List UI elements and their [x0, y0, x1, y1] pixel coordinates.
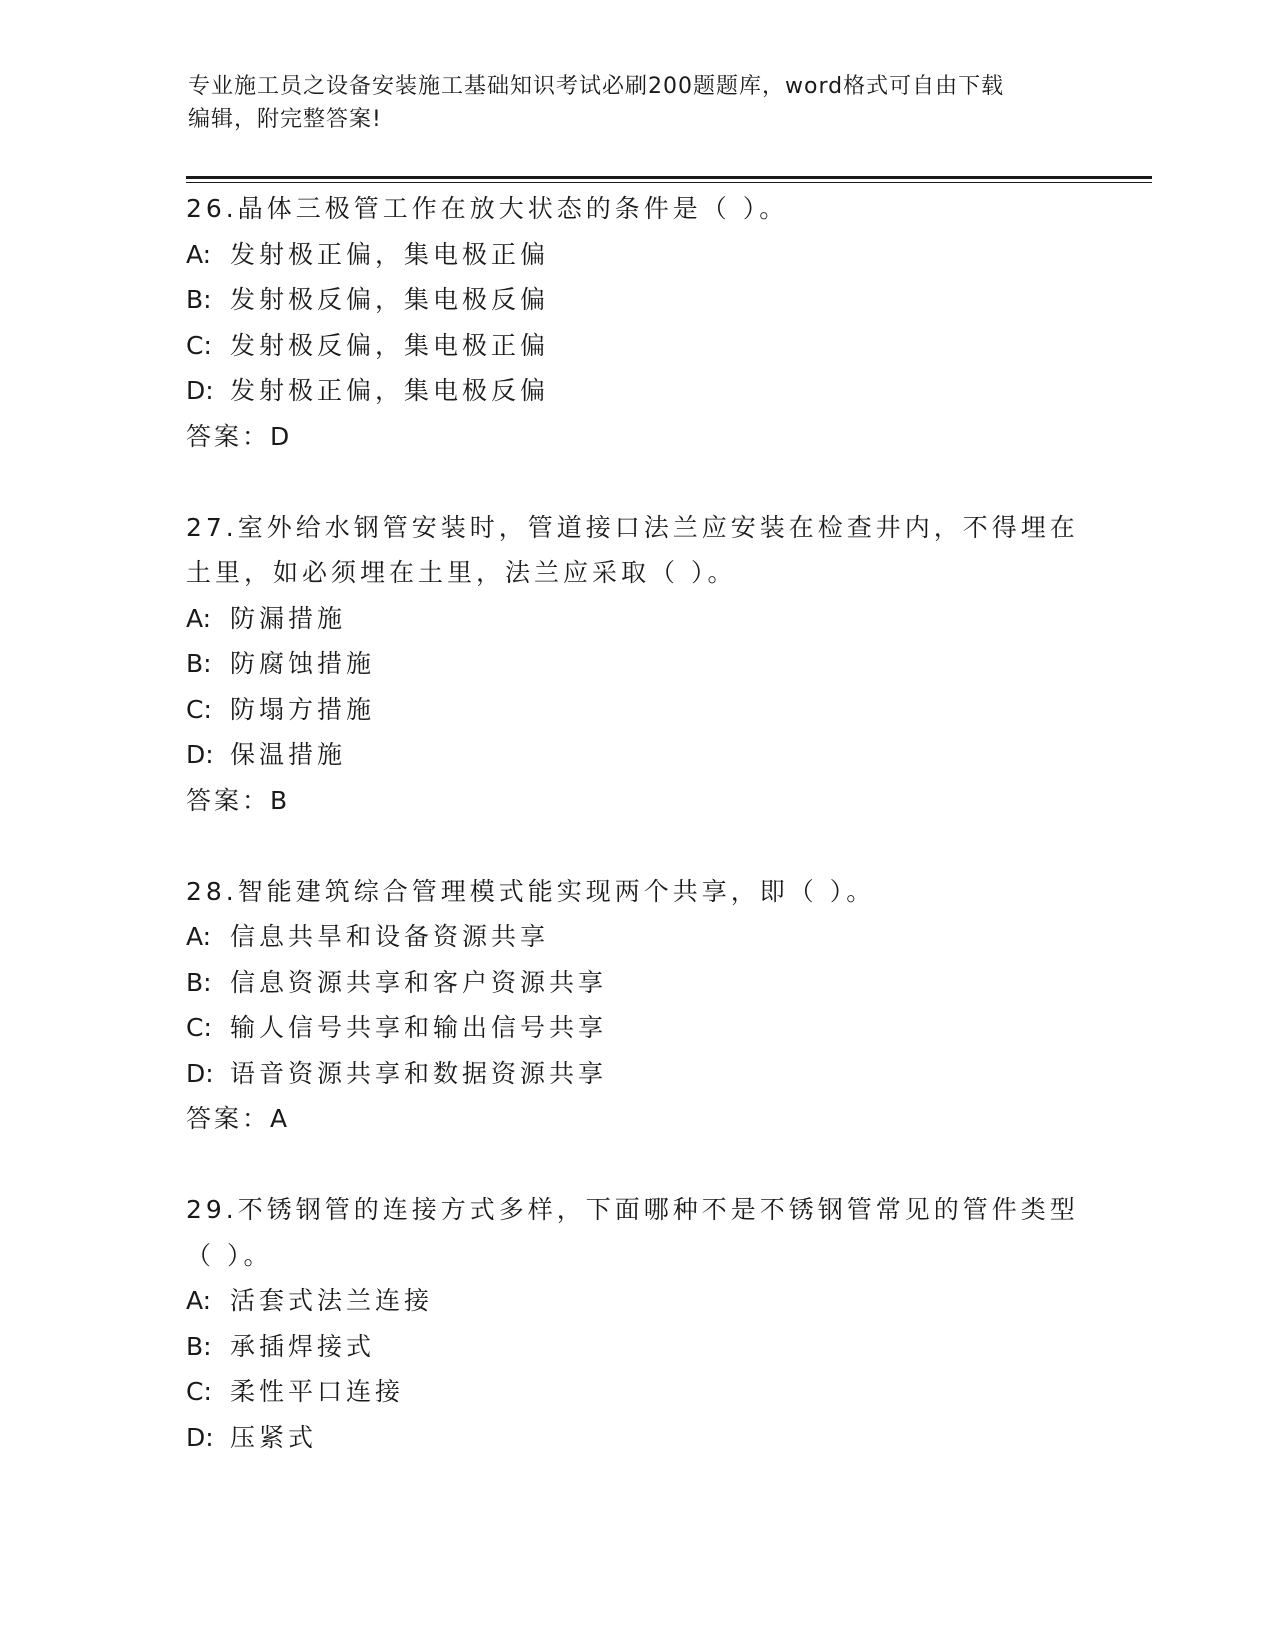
question-29	[186, 1187, 1086, 1460]
option-text: 防腐蚀措施	[230, 649, 376, 678]
question-text: 29.不锈钢管的连接方式多样，下面哪种不是不锈钢管常见的管件类型（ ）。	[186, 1195, 1079, 1270]
option-key: C:	[186, 1013, 212, 1042]
option-text: 发射极正偏，集电极反偏	[230, 376, 550, 405]
option-a	[186, 232, 1086, 278]
answer-label: 答案：	[186, 1104, 271, 1133]
option-key: C:	[186, 1377, 212, 1406]
option-text: 防漏措施	[230, 603, 347, 633]
option-d	[186, 368, 1086, 414]
option-b	[186, 277, 1086, 323]
question-text: 26.晶体三极管工作在放大状态的条件是（ ）。	[186, 194, 789, 223]
option-c	[186, 323, 1086, 369]
option-key: D:	[186, 376, 214, 405]
option-text: 活套式法兰连接	[230, 1286, 434, 1315]
option-c	[186, 687, 1086, 733]
question-text: 28.智能建筑综合管理模式能实现两个共享，即（ ）。	[186, 876, 876, 906]
option-text: 柔性平口连接	[230, 1377, 405, 1406]
option-b	[186, 641, 1086, 687]
answer-value: B	[270, 785, 289, 815]
option-text: 输人信号共享和输出信号共享	[230, 1013, 608, 1042]
answer-label: 答案：	[186, 421, 271, 451]
answer-line	[186, 414, 1086, 460]
answer-value: D	[270, 421, 291, 451]
option-text: 发射极反偏，集电极正偏	[230, 330, 550, 360]
answer-label: 答案：	[186, 785, 271, 815]
document-header	[188, 70, 1088, 136]
option-text: 信息共旱和设备资源共享	[230, 922, 550, 951]
header-title-line-1: 专业施工员之设备安装施工基础知识考试必刷200题题库，word格式可自由下载	[188, 74, 1005, 99]
option-d	[186, 732, 1086, 778]
header-title-line-2: 编辑，附完整答案!	[188, 107, 382, 132]
option-a	[186, 596, 1086, 642]
option-text: 发射极反偏，集电极反偏	[230, 285, 550, 314]
option-d	[186, 1415, 1086, 1461]
option-text: 承插焊接式	[230, 1331, 376, 1361]
option-b	[186, 960, 1086, 1006]
option-text: 压紧式	[230, 1422, 318, 1452]
option-d	[186, 1051, 1086, 1097]
answer-line	[186, 1096, 1086, 1142]
option-text: 信息资源共享和客户资源共享	[230, 967, 608, 997]
option-key: B:	[186, 649, 212, 678]
option-text: 发射极正偏，集电极正偏	[230, 239, 550, 269]
option-c	[186, 1005, 1086, 1051]
option-text: 语音资源共享和数据资源共享	[230, 1058, 608, 1088]
answer-line	[186, 778, 1086, 824]
option-a	[186, 914, 1086, 960]
option-key: A:	[186, 239, 212, 269]
option-b	[186, 1324, 1086, 1370]
header-divider-thick	[186, 176, 1152, 179]
option-key: D:	[186, 1422, 214, 1452]
question-list	[186, 186, 1086, 1460]
option-key: A:	[186, 1286, 212, 1315]
option-key: B:	[186, 1331, 212, 1361]
option-c	[186, 1369, 1086, 1415]
option-key: B:	[186, 285, 212, 314]
option-text: 保温措施	[230, 740, 347, 769]
option-text: 防塌方措施	[230, 694, 376, 724]
option-key: C:	[186, 694, 212, 724]
answer-value: A	[270, 1104, 289, 1133]
option-key: C:	[186, 330, 212, 360]
option-key: D:	[186, 740, 214, 769]
question-text: 27.室外给水钢管安装时，管道接口法兰应安装在检查井内，不得埋在土里，如必须埋在土里，法兰应采取（ ）。	[186, 512, 1079, 587]
option-key: D:	[186, 1058, 214, 1088]
header-divider-thin	[186, 182, 1152, 183]
option-key: B:	[186, 967, 212, 997]
question-28	[186, 869, 1086, 1143]
option-key: A:	[186, 922, 212, 951]
option-a	[186, 1278, 1086, 1324]
question-27	[186, 505, 1086, 824]
option-key: A:	[186, 603, 212, 633]
question-26	[186, 186, 1086, 460]
